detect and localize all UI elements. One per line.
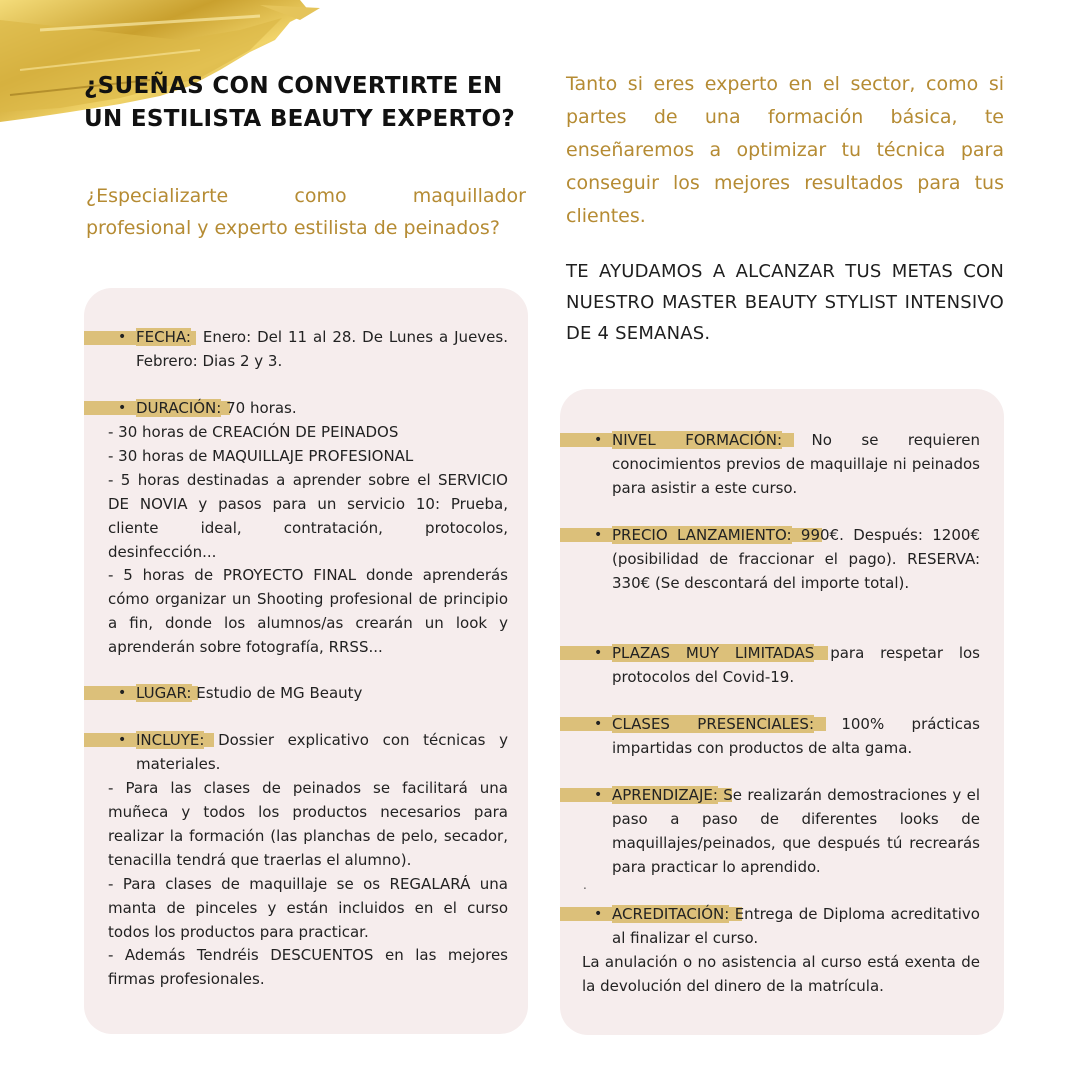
duracion-item: [136, 396, 508, 420]
duracion-text: 70 horas.: [226, 399, 297, 417]
incluye-detail-2: - Para clases de maquillaje se os REGALARÁ una manta de pinceles y están incluidos en el curso todos los productos para practicar.: [108, 875, 508, 941]
acreditacion-text: Entrega de Diploma acreditativo al finalizar el curso.: [612, 905, 980, 947]
precio-item: [612, 523, 980, 595]
acreditacion-label: ACREDITACIÓN:: [612, 905, 730, 923]
plazas-label: PLAZAS MUY LIMITADAS: [612, 644, 815, 662]
main-headline: ¿SUEÑAS CON CONVERTIRTE EN UN ESTILISTA BEAUTY EXPERTO?: [84, 73, 515, 132]
duracion-detail-3: - 5 horas destinadas a aprender sobre el SERVICIO DE NOVIA y pasos para un servicio 10: Prueba, cliente ideal, contratación, protocolos, desinfección...: [108, 471, 508, 561]
bullet-icon: •: [118, 685, 127, 701]
incluye-detail-1: - Para las clases de peinados se facilitará una muñeca y todos los productos necesarios para realizar la formación (las planchas de pelo, secador, tenacilla tendrá que traerlas el alumno).: [108, 779, 508, 869]
incluye-text: Dossier explicativo con técnicas y materiales.: [136, 731, 508, 773]
duracion-detail-1: - 30 horas de CREACIÓN DE PEINADOS: [108, 423, 399, 441]
bullet-icon: •: [118, 732, 127, 748]
subtitle-question: [86, 180, 526, 244]
lugar-item: [136, 681, 508, 705]
duracion-detail-4: - 5 horas de PROYECTO FINAL donde aprenderás cómo organizar un Shooting profesional de principio a fin, donde los alumnos/as crearán un look y aprenderán sobre fotografía, RRSS...: [108, 566, 508, 656]
nivel-text: No se requieren conocimientos previos de maquillaje ni peinados para asistir a este curso.: [612, 431, 980, 497]
bullet-icon: •: [594, 716, 603, 732]
incluye-item: [136, 728, 508, 776]
cancellation-note: La anulación o no asistencia al curso está exenta de la devolución del dinero de la matrícula.: [582, 953, 980, 995]
plazas-item: [612, 641, 980, 689]
bullet-icon: •: [594, 527, 603, 543]
duracion-detail-2: - 30 horas de MAQUILLAJE PROFESIONAL: [108, 447, 414, 465]
bullet-icon: •: [594, 906, 603, 922]
nivel-label: NIVEL FORMACIÓN:: [612, 431, 783, 449]
fecha-text: Enero: Del 11 al 28. De Lunes a Jueves. Febrero: Dias 2 y 3.: [136, 328, 508, 370]
clases-text: 100% prácticas impartidas con productos de alta gama.: [612, 715, 980, 757]
aprendizaje-label: APRENDIZAJE:: [612, 786, 718, 804]
clases-label: CLASES PRESENCIALES:: [612, 715, 815, 733]
goal-paragraph: TE AYUDAMOS A ALCANZAR TUS METAS CON NUESTRO MASTER BEAUTY STYLIST INTENSIVO DE 4 SEMANAS.: [566, 261, 1004, 344]
precio-text: 990€. Después: 1200€ (posibilidad de fraccionar el pago). RESERVA: 330€ (Se descontará del importe total).: [612, 526, 980, 592]
lugar-label: LUGAR:: [136, 684, 192, 702]
bullet-icon: •: [118, 329, 127, 345]
acreditacion-item: [612, 902, 980, 950]
aprendizaje-text: Se realizarán demostraciones y el paso a paso de diferentes looks de maquillajes/peinados, que después tú recrearás para practicar lo aprendido.: [612, 786, 980, 876]
precio-label: PRECIO LANZAMIENTO:: [612, 526, 792, 544]
fecha-item: [136, 325, 508, 373]
subtitle-line-1: ¿Especializarte como maquillador: [86, 185, 526, 207]
lugar-text: Estudio de MG Beauty: [196, 684, 363, 702]
intro-paragraph: Tanto si eres experto en el sector, como si partes de una formación básica, te enseñaremos a optimizar tu técnica para conseguir los mejores resultados para tus clientes.: [566, 73, 1004, 227]
incluye-label: INCLUYE:: [136, 731, 205, 749]
bullet-icon: •: [594, 432, 603, 448]
plazas-text: para respetar los protocolos del Covid-19.: [612, 644, 980, 686]
clases-item: [612, 712, 980, 760]
fecha-label: FECHA:: [136, 328, 191, 346]
subtitle-line-2: profesional y experto estilista de peinados?: [86, 217, 500, 239]
duracion-label: DURACIÓN:: [136, 399, 222, 417]
bullet-icon: •: [594, 645, 603, 661]
stray-dot: .: [583, 878, 587, 892]
incluye-detail-3: - Además Tendréis DESCUENTOS en las mejores firmas profesionales.: [108, 946, 508, 988]
nivel-item: [612, 428, 980, 500]
bullet-icon: •: [118, 400, 127, 416]
bullet-icon: •: [594, 787, 603, 803]
aprendizaje-item: [612, 783, 980, 879]
